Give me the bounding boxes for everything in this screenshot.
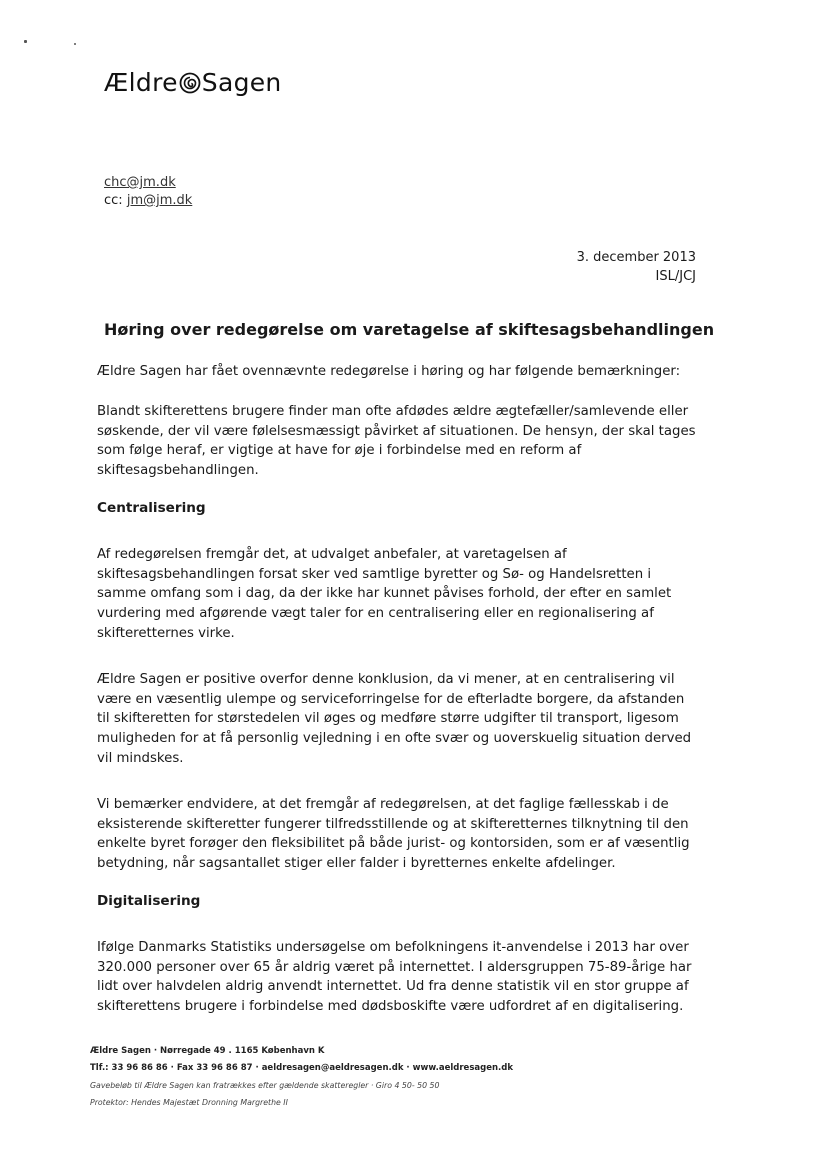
body-paragraph: Ældre Sagen er positive overfor denne konklusion, da vi mener, at en centralisering vil være en væsentlig ulempe og serviceforringelse for de efterladte borgere, da afstanden til skifteretten for størstedelen vil øges og medføre større udgifter til transport, ligesom muligheden for at få personlig vejledning i en ofte svær og uoverskuelig situation derved vil mindskes. (97, 671, 692, 766)
logo-text-part2: Sagen (201, 68, 282, 97)
reference-code: ISL/JCJ (655, 269, 696, 284)
scan-mark (74, 43, 76, 45)
cc-email-link[interactable]: jm@jm.dk (126, 193, 193, 208)
footer-patron: Protektor: Hendes Majestæt Dronning Margrethe II (90, 1098, 288, 1107)
letter-body (97, 362, 697, 1017)
letter-subject: Høring over redegørelse om varetagelse af skiftesagsbehandlingen (104, 320, 715, 339)
scan-mark (24, 40, 27, 43)
aeldre-sagen-logo (104, 68, 282, 97)
cc-label: cc: (104, 193, 123, 208)
letter-date: 3. december 2013 (576, 250, 696, 265)
letter-footer (90, 1043, 610, 1111)
body-paragraph: Af redegørelsen fremgår det, at udvalget anbefaler, at varetagelsen af skiftesagsbehandlingen forsat sker ved samtlige byretter og Sø- og Handelsretten i samme omfang som i dag, da der ikke har kunnet påvises forhold, der efter en samlet vurdering med afgørende vægt taler for en centralisering eller en regionalisering af skifteretternes virke. (97, 546, 672, 641)
body-paragraph: Blandt skifterettens brugere finder man ofte afdødes ældre ægtefæller/samlevende eller søskende, der vil være følelsesmæssigt påvirket af situationen. De hensyn, der skal tages som følge heraf, er vigtige at have for øje i forbindelse med en reform af skiftesagsbehandlingen. (97, 403, 696, 479)
footer-contact: Tlf.: 33 96 86 86 · Fax 33 96 86 87 · aeldresagen@aeldresagen.dk · www.aeldresagen.dk (90, 1063, 513, 1073)
section-heading-centralisering: Centralisering (97, 499, 206, 516)
section-heading-digitalisering: Digitalisering (97, 892, 201, 909)
date-block (577, 248, 696, 286)
footer-address: Ældre Sagen · Nørregade 49 . 1165 København K (90, 1046, 325, 1056)
recipients-block (104, 174, 192, 210)
intro-paragraph: Ældre Sagen har fået ovennævnte redegørelse i høring og har følgende bemærkninger: (97, 364, 681, 379)
recipient-email-link[interactable]: chc@jm.dk (104, 175, 176, 190)
body-paragraph: Vi bemærker endvidere, at det fremgår af redegørelsen, at det faglige fællesskab i de eksisterende skifteretter fungerer tilfredsstillende og at skifteretternes tilknytning til den enkelte byret forøger den fleksibilitet på både jurist- og kontorsiden, som er af væsentlig betydning, når sagsantallet stiger eller falder i byretternes enkelte afdelinger. (97, 796, 690, 872)
swirl-logo-icon (179, 72, 201, 94)
footer-gift-note: Gavebeløb til Ældre Sagen kan fratrækkes efter gældende skatteregler · Giro 4 50- 50 50 (90, 1081, 440, 1090)
logo-text-part1: Ældre (104, 68, 178, 97)
body-paragraph: Ifølge Danmarks Statistiks undersøgelse om befolkningens it-anvendelse i 2013 har over 320.000 personer over 65 år aldrig været på internettet. I aldersgruppen 75-89-årige har lidt over halvdelen aldrig anvendt internettet. Ud fra denne statistik vil en stor gruppe af skifterettens brugere i forbindelse med dødsboskifte være udfordret af en digitalisering. (97, 939, 692, 1015)
